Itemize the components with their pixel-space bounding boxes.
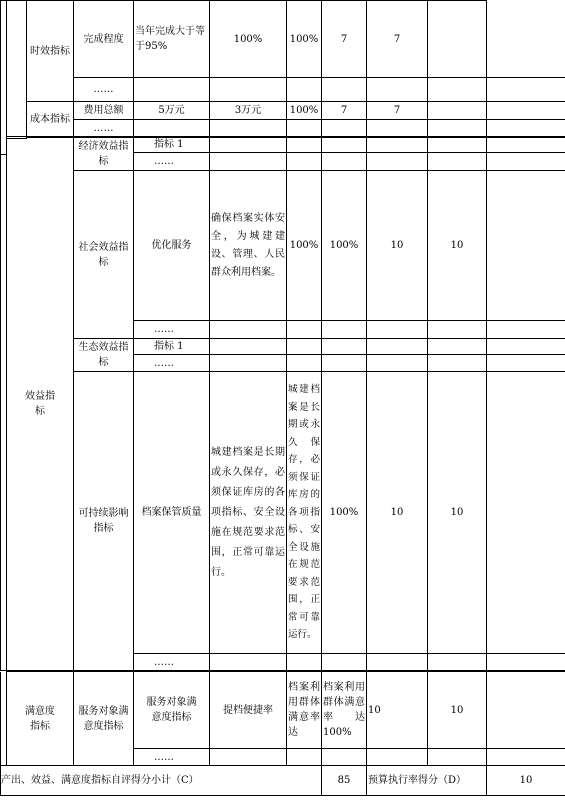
cost-rate-value: 100% [287, 102, 322, 120]
social-more-placeholder: …… [134, 321, 210, 339]
social-rate-value: 100% [322, 171, 367, 321]
satisfaction-level3-label: 服务对象满意度指标 [134, 672, 210, 749]
sustainable-actual-value: 城建档案是长期或永久保存，必须保证库房的各项指标、安全设施在规范要求范围，正常可靠运行。 [287, 372, 322, 654]
sustainable-indicator-label: 可持续影响指标 [74, 372, 134, 671]
performance-evaluation-table [0, 0, 565, 155]
sustainable-more-placeholder: …… [134, 654, 210, 671]
table-row [1, 171, 565, 321]
table-row [1, 372, 565, 654]
economic-indicator-label: 经济效益指标 [74, 137, 134, 171]
social-level3-label: 优化服务 [134, 171, 210, 321]
table-row [1, 102, 565, 120]
timeliness-weight-value: 7 [322, 1, 367, 78]
social-indicator-label: 社会效益指标 [74, 171, 134, 339]
benefit-section-table [0, 136, 565, 671]
sustainable-score-value: 10 [428, 372, 487, 654]
budget-execution-value: 10 [487, 766, 565, 796]
summary-label: 产出、效益、满意度指标自评得分小计（C） [1, 766, 322, 796]
table-row [1, 120, 565, 138]
benefit-level1-label: 效益指标 [7, 137, 74, 671]
table-row [1, 1, 565, 78]
satisfaction-indicator-label: 服务对象满意度指标 [74, 672, 134, 766]
timeliness-more-placeholder: …… [74, 78, 134, 102]
ecological-more-placeholder: …… [134, 355, 210, 372]
cost-target-value: 5万元 [134, 102, 210, 120]
economic-more-placeholder: …… [134, 153, 210, 171]
social-score-value: 10 [428, 171, 487, 321]
cost-note-cell [428, 102, 487, 120]
cost-level3-label: 费用总额 [74, 102, 134, 120]
timeliness-target-value: 当年完成大于等于95% [134, 1, 210, 78]
economic-level3-label: 指标 1 [134, 137, 210, 153]
ecological-level3-label: 指标 1 [134, 339, 210, 355]
timeliness-actual-value: 100% [210, 1, 287, 78]
table-row [1, 78, 565, 102]
sustainable-target-value: 城建档案是长期或永久保存，必须保证库房的各项指标、安全设施在规范要求范围，正常可靠运行。 [210, 372, 287, 654]
table-row [1, 672, 565, 749]
table-row [1, 339, 565, 355]
cost-more-placeholder: …… [74, 120, 134, 138]
satisfaction-target-value: 提档便捷率 [210, 672, 287, 749]
summary-value: 85 [322, 766, 367, 796]
timeliness-score-value: 7 [367, 1, 428, 78]
social-weight-value: 10 [367, 171, 428, 321]
sustainable-weight-value: 10 [367, 372, 428, 654]
cost-score-value: 7 [367, 102, 428, 120]
timeliness-note-cell [428, 1, 487, 78]
cost-indicator-label: 成本指标 [27, 102, 74, 138]
table-row [1, 766, 565, 796]
satisfaction-more-placeholder: …… [134, 749, 210, 766]
satisfaction-actual-value: 档案利用群体满意率达 [287, 672, 322, 749]
timeliness-level3-label: 完成程度 [74, 1, 134, 78]
satisfaction-level1-label: 满意度指标 [7, 672, 74, 766]
social-target-value: 确保档案实体安全，为城建建设、管理、人民群众利用档案。 [210, 171, 287, 321]
timeliness-rate-value: 100% [287, 1, 322, 78]
level1-output-cell [7, 1, 27, 139]
sustainable-level3-label: 档案保管质量 [134, 372, 210, 654]
cost-weight-value: 7 [322, 102, 367, 120]
budget-execution-label: 预算执行率得分（D） [367, 766, 487, 796]
timeliness-indicator-label: 时效指标 [27, 1, 74, 102]
cost-actual-value: 3万元 [210, 102, 287, 120]
satisfaction-score-value: 10 [428, 672, 487, 749]
satisfaction-rate-value: 档案利用群体满意率 达100% [322, 672, 367, 749]
ecological-indicator-label: 生态效益指标 [74, 339, 134, 372]
sustainable-rate-value: 100% [322, 372, 367, 654]
social-actual-value: 100% [287, 171, 322, 321]
satisfaction-weight-value: 10 [367, 672, 428, 749]
satisfaction-section-table [0, 671, 565, 796]
table-row [1, 137, 565, 153]
